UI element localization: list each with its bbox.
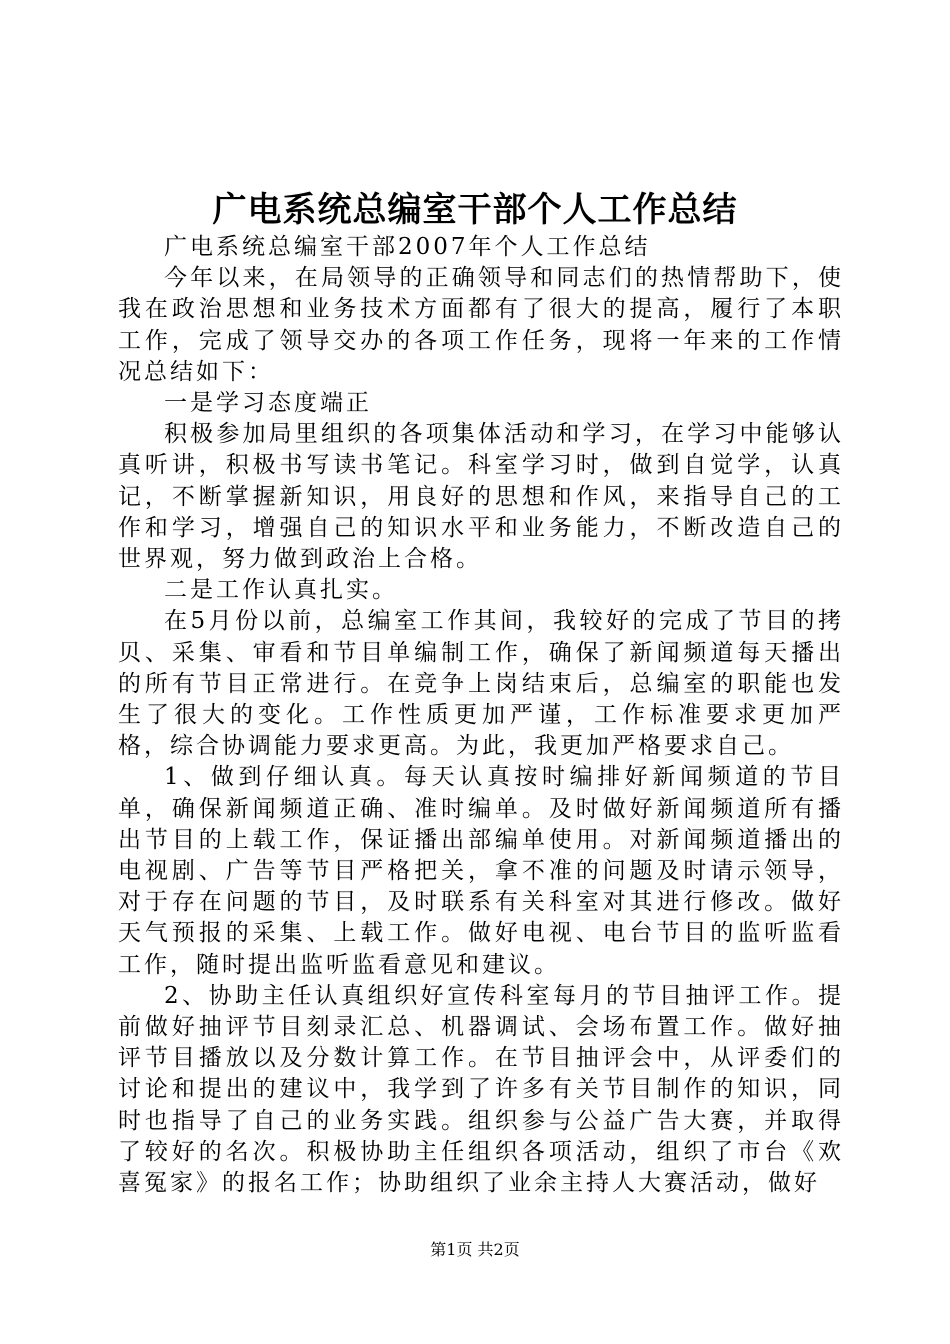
section-heading-work: 二是工作认真扎实。 [164,577,398,604]
document-body [118,232,844,1199]
subtitle-paragraph: 广电系统总编室干部2007年个人工作总结 [164,234,651,260]
intro-paragraph: 今年以来，在局领导的正确领导和同志们的热情帮助下，使我在政治思想和业务技术方面都有了很大的提高，履行了本职工作，完成了领导交办的各项工作任务，现将一年来的工作情况总结如下： [118,265,844,385]
work-paragraph: 在5月份以前，总编室工作其间，我较好的完成了节目的拷贝、采集、审看和节目单编制工作，确保了新闻频道每天播出的所有节目正常进行。在竞争上岗结束后，总编室的职能也发生了很大的变化。工作性质更加严谨，工作标准要求更加严格，综合协调能力要求更高。为此，我更加严格要求自己。 [118,608,844,760]
section-heading-study: 一是学习态度端正 [164,390,372,417]
study-paragraph: 积极参加局里组织的各项集体活动和学习，在学习中能够认真听讲，积极书写读书笔记。科室学习时，做到自觉学，认真记，不断掌握新知识，用良好的思想和作风，来指导自己的工作和学习，增强自己的知识水平和业务能力，不断改造自己的世界观，努力做到政治上合格。 [118,421,844,573]
page-number-footer: 第1页 共2页 [430,1240,520,1259]
item-1-paragraph: 1、做到仔细认真。每天认真按时编排好新闻频道的节目单，确保新闻频道正确、准时编单。及时做好新闻频道所有播出节目的上载工作，保证播出部编单使用。对新闻频道播出的电视剧、广告等节目严格把关，拿不准的问题及时请示领导，对于存在问题的节目，及时联系有关科室对其进行修改。做好天气预报的采集、上载工作。做好电视、电台节目的监听监看工作，随时提出监听监看意见和建议。 [118,764,844,978]
document-title: 广电系统总编室干部个人工作总结 [212,190,738,230]
item-2-paragraph: 2、协助主任认真组织好宣传科室每月的节目抽评工作。提前做好抽评节目刻录汇总、机器调试、会场布置工作。做好抽评节目播放以及分数计算工作。在节目抽评会中，从评委们的讨论和提出的建议中，我学到了许多有关节目制作的知识，同时也指导了自己的业务实践。组织参与公益广告大赛，并取得了较好的名次。积极协助主任组织各项活动，组织了市台《欢喜冤家》的报名工作；协助组织了业余主持人大赛活动，做好 [118,982,844,1197]
